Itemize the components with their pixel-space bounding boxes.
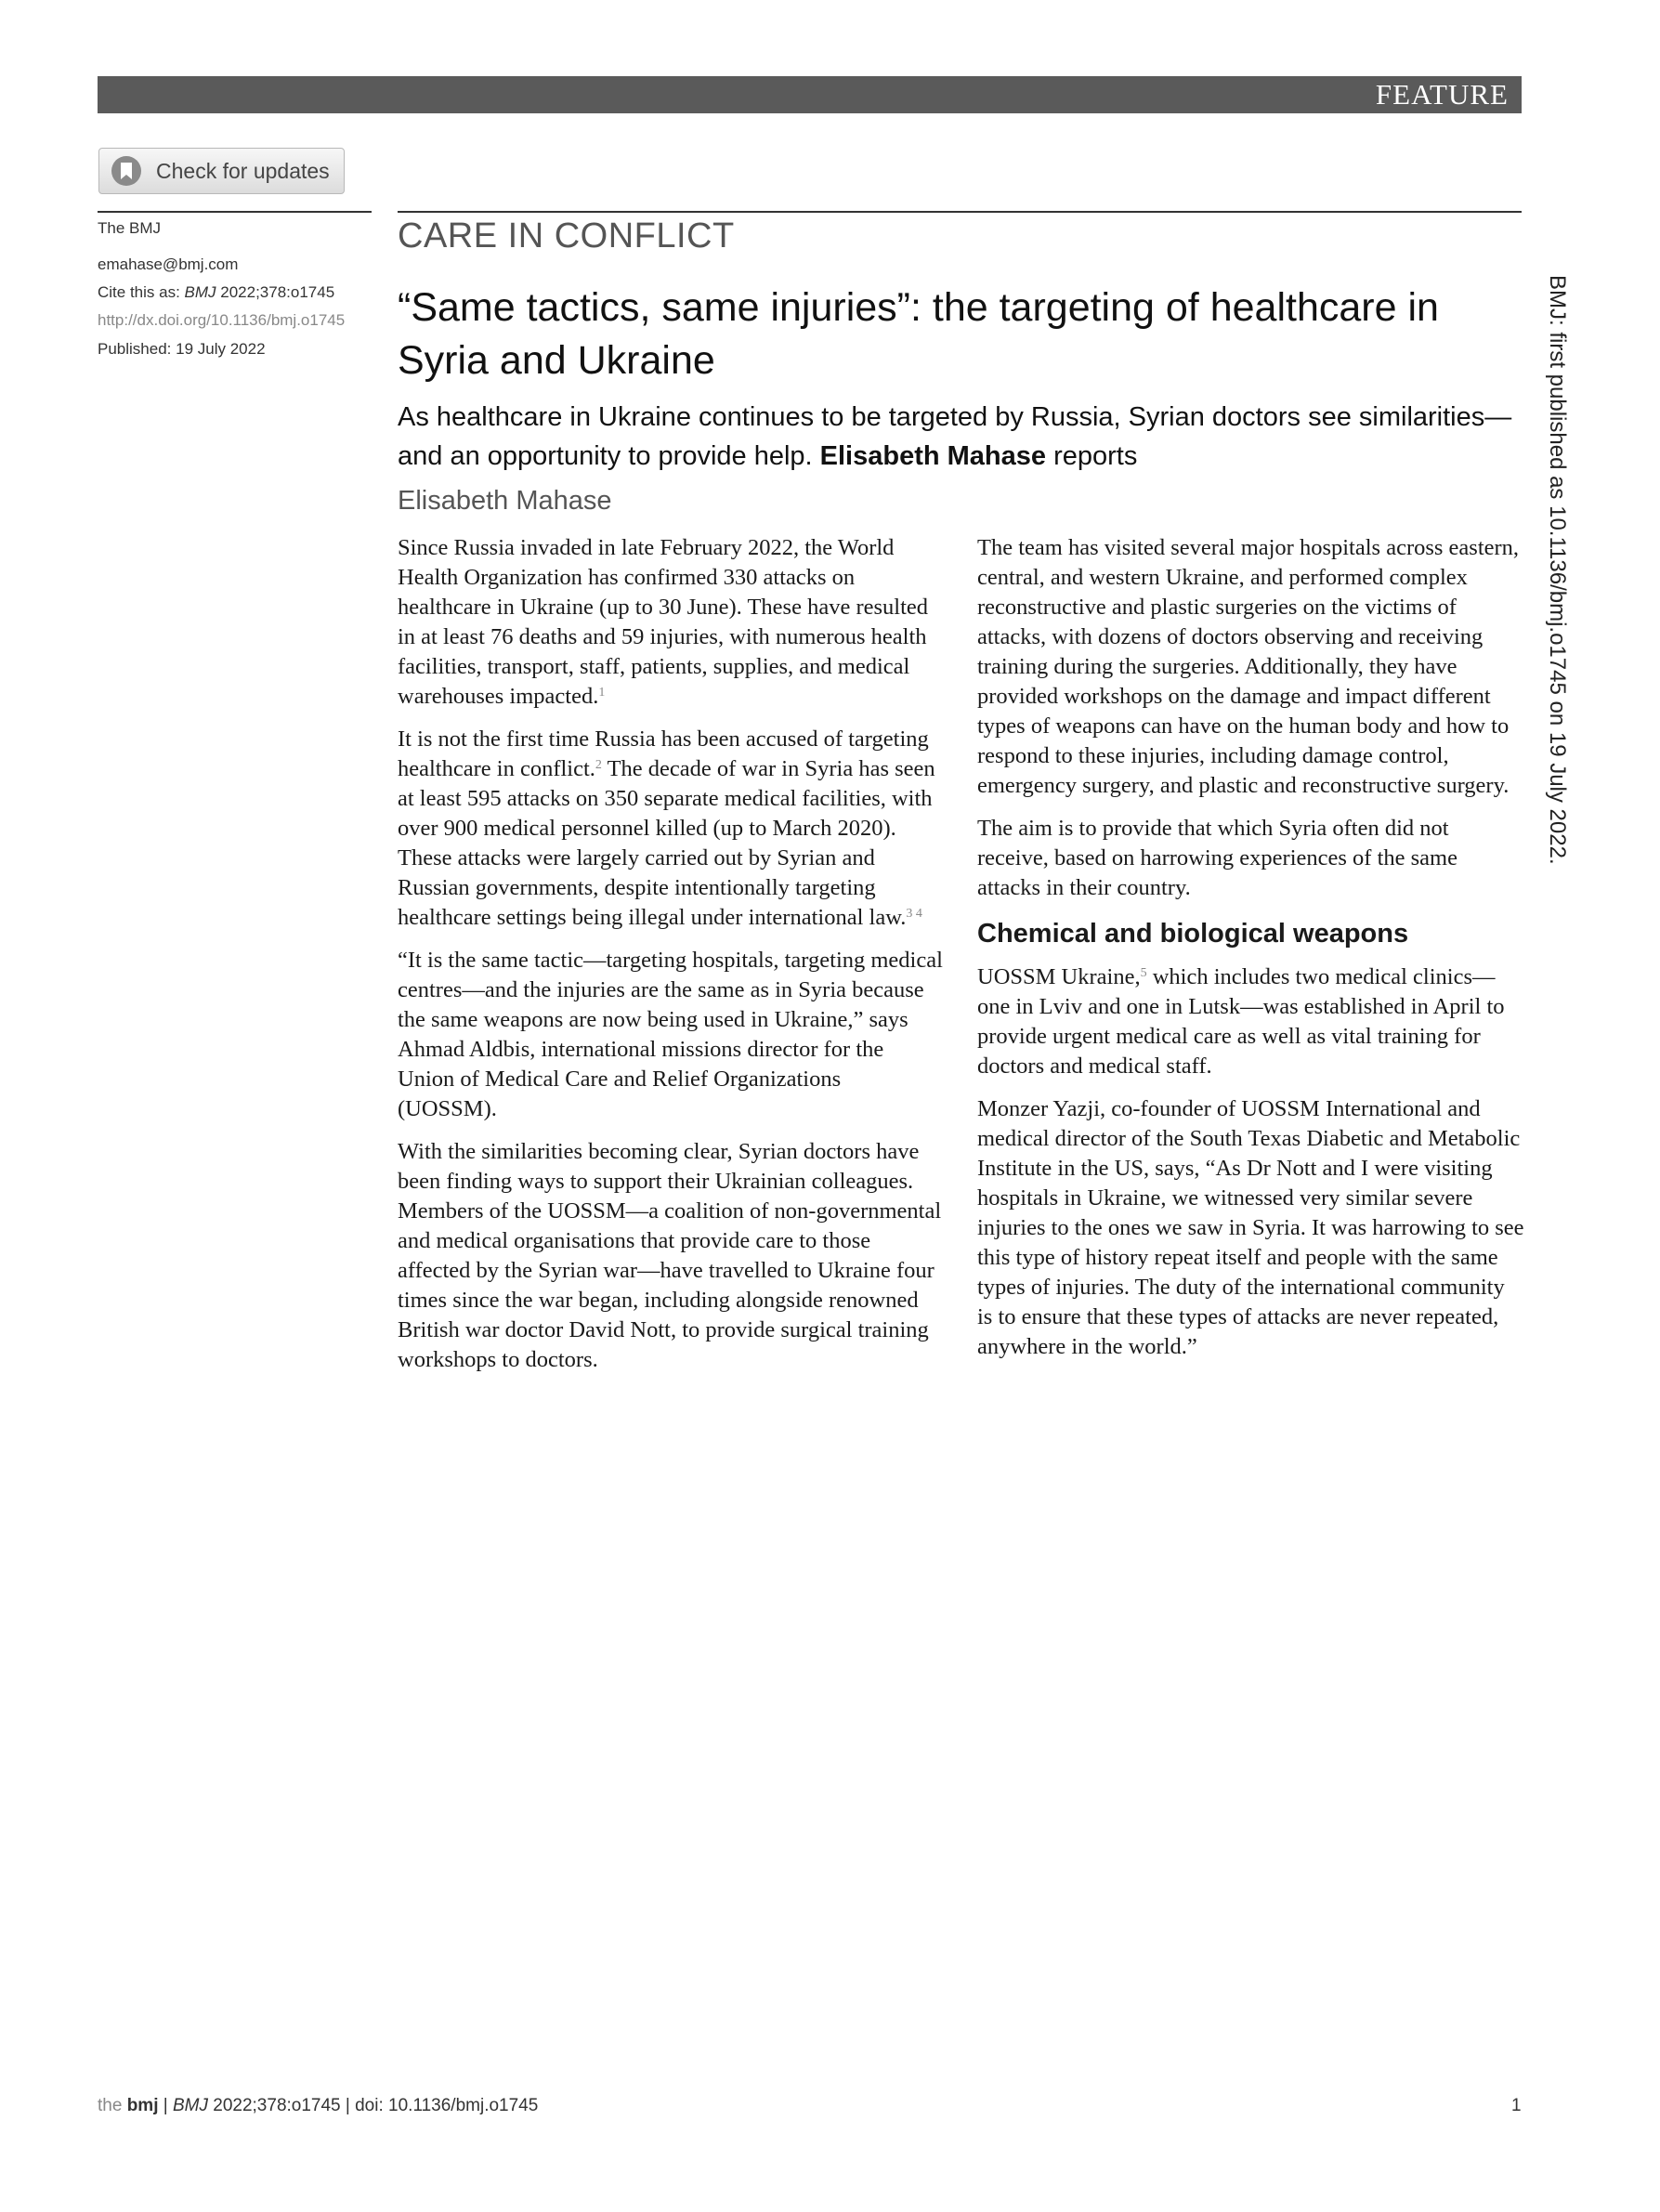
check-for-updates-label: Check for updates	[156, 158, 330, 183]
footer-the: the	[98, 2096, 127, 2115]
author-email[interactable]: emahase@bmj.com	[98, 255, 239, 273]
cite-prefix: Cite this as:	[98, 283, 185, 301]
paragraph-text: which includes two medical clinics—one in Lviv and one in Lutsk—was established in April to provide urgent medical care as well as vital training for doctors and medical staff.	[977, 964, 1505, 1079]
standfirst-text: As healthcare in Ukraine continues to be targeted by Russia, Syrian doctors see similarities—and an opportunity to provide help.	[398, 402, 1512, 471]
citation	[98, 283, 376, 302]
footer-reference: 2022;378:o1745 | doi: 10.1136/bmj.o1745	[207, 2096, 539, 2115]
reference-marker[interactable]: 1	[598, 686, 606, 700]
standfirst-suffix: reports	[1046, 441, 1138, 471]
cite-journal: BMJ	[184, 283, 216, 301]
side-publication-note: BMJ: first published as 10.1136/bmj.o1745 on 19 July 2022.	[1545, 275, 1570, 865]
body-paragraph: The team has visited several major hospitals across eastern, central, and western Ukraine, and performed complex reconstructive and plastic surgeries on the victims of attacks, with dozens of doctors observing and receiving training during the surgeries. Additionally, they have provided workshops on the damage and impact different types of weapons can have on the human body and how to respond to these injuries, including damage control, emergency surgery, and plastic and reconstructive surgery.	[977, 535, 1520, 798]
feature-label: FEATURE	[1375, 78, 1509, 111]
body-paragraph: With the similarities becoming clear, Syrian doctors have been finding ways to support their Ukrainian colleagues. Members of the UOSSM—a coalition of non-governmental and medical organisations that provide care to those affected by the Syrian war—have travelled to Ukraine four times since the war began, including alongside renowned British war doctor David Nott, to provide surgical training workshops to doctors.	[398, 1139, 942, 1372]
paragraph-text: UOSSM Ukraine,	[977, 964, 1141, 989]
body-paragraph	[398, 725, 946, 933]
paragraph-text: The decade of war in Syria has seen at least 595 attacks on 350 separate medical facilities, with over 900 medical personnel killed (up to March 2020). These attacks were largely carried out by Syrian and Russian governments, despite intentionally targeting healthcare settings being illegal under international law.	[398, 756, 935, 930]
sidebar-rule	[98, 211, 372, 213]
footer-citation	[98, 2096, 538, 2116]
paragraph-text: Since Russia invaded in late February 2022, the World Health Organization has confirmed 330 attacks on healthcare in Ukraine (up to 30 June). These have resulted in at least 76 deaths and 59 injuries, with numerous health facilities, transport, staff, patients, supplies, and medical warehouses impacted.	[398, 535, 929, 709]
journal-name: The BMJ	[98, 219, 162, 237]
check-for-updates-button[interactable]	[98, 148, 345, 194]
article-title: “Same tactics, same injuries”: the targeting of healthcare in Syria and Ukraine	[398, 285, 1439, 383]
footer-journal: BMJ	[172, 2096, 208, 2115]
body-paragraph: The aim is to provide that which Syria often did not receive, based on harrowing experiences of the same attacks in their country.	[977, 816, 1457, 900]
byline: Elisabeth Mahase	[398, 486, 612, 516]
cite-ref: 2022;378:o1745	[216, 283, 335, 301]
footer-bmj-logo: bmj	[126, 2096, 159, 2115]
reference-marker[interactable]: 5	[1140, 966, 1147, 980]
reference-marker[interactable]: 3 4	[906, 907, 922, 921]
doi-link[interactable]: http://dx.doi.org/10.1136/bmj.o1745	[98, 311, 346, 329]
body-paragraph	[977, 962, 1525, 1081]
body-paragraph	[398, 533, 946, 712]
body-column-right	[977, 533, 1525, 1375]
body-column-left	[398, 533, 946, 1388]
paragraph-text: It is not the first time Russia has been accused of targeting healthcare in conflict.	[398, 726, 929, 781]
page-number: 1	[1511, 2096, 1522, 2115]
reference-marker[interactable]: 2	[595, 758, 602, 772]
bookmark-icon	[111, 156, 141, 186]
feature-banner	[98, 76, 1522, 113]
footer-separator: |	[158, 2096, 173, 2115]
subheading: Chemical and biological weapons	[977, 919, 1409, 949]
standfirst	[398, 398, 1526, 476]
standfirst-author: Elisabeth Mahase	[819, 441, 1047, 471]
published-date: Published: 19 July 2022	[98, 340, 266, 358]
header-rule	[398, 211, 1522, 213]
body-paragraph: Monzer Yazji, co-founder of UOSSM International and medical director of the South Texas Diabetic and Metabolic Institute in the US, says, “As Dr Nott and I were visiting hospitals in Ukraine, we witnessed very similar severe injuries to the ones we saw in Syria. It was harrowing to see this type of history repeat itself and people with the same types of injuries. The duty of the international community is to ensure that these types of attacks are never repeated, anywhere in the world.”	[977, 1096, 1524, 1359]
body-paragraph: “It is the same tactic—targeting hospitals, targeting medical centres—and the injuries are the same as in Syria because the same weapons are now being used in Ukraine,” says Ahmad Aldbis, international missions director for the Union of Medical Care and Relief Organizations (UOSSM).	[398, 948, 943, 1121]
section-label: CARE IN CONFLICT	[398, 216, 735, 255]
